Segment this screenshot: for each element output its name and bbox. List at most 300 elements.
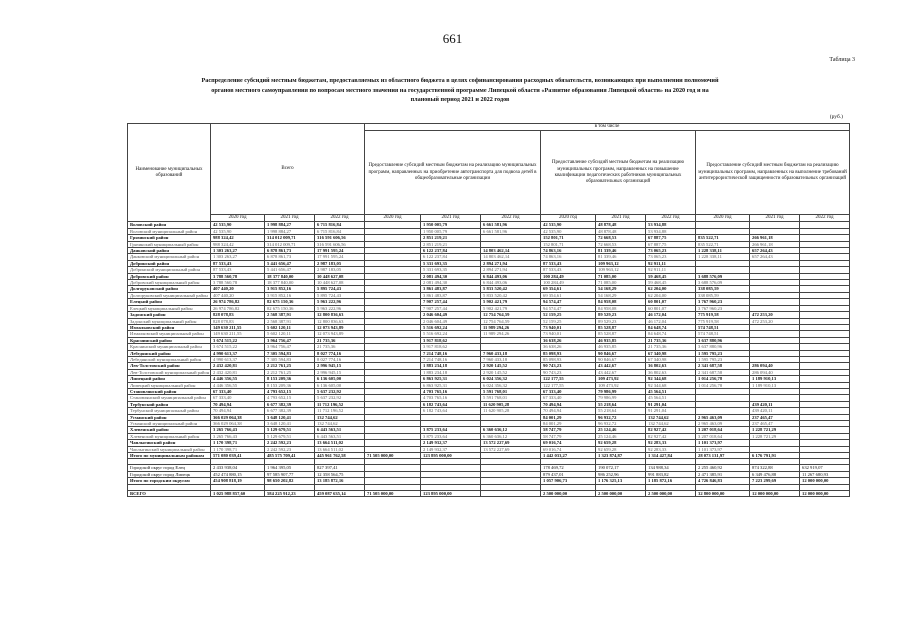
cell-value: 3 917 818,62 <box>421 337 481 343</box>
row-name: Итого по муниципальным районам <box>128 453 211 459</box>
cell-value: 12 000 000,00 <box>750 490 800 496</box>
cell-value: 17 991 595,24 <box>315 254 365 260</box>
cell-value: 12 073 943,89 <box>315 331 365 337</box>
cell-value: 3 265 766,43 <box>211 427 265 433</box>
cell-value: 338 085,59 <box>696 286 750 292</box>
cell-value: 1 998 884,27 <box>265 222 315 228</box>
cell-value: 6 349 476,88 <box>750 471 800 477</box>
cell-value: 988 324,42 <box>211 241 265 247</box>
cell-value: 7 960 433,18 <box>481 356 541 362</box>
cell-value: 1 025 988 857,60 <box>211 490 265 496</box>
cell-value: 1 228 338,11 <box>696 254 750 260</box>
cell-value: 485 575 709,41 <box>265 453 315 459</box>
cell-value: 407 440,20 <box>211 292 265 298</box>
year-header: 2020 год <box>211 215 265 222</box>
cell-value: 574 748,51 <box>696 331 750 337</box>
row-name: Добровский район <box>128 273 211 279</box>
cell-value: 6 122 237,84 <box>421 254 481 260</box>
cell-value: 827 397,41 <box>315 465 365 471</box>
cell-value: 123 895 000,00 <box>421 453 481 459</box>
cell-value: 3 861 483,87 <box>421 286 481 292</box>
cell-value: 1 101 373,97 <box>696 440 750 446</box>
row-name: Лебедянский район <box>128 350 211 356</box>
cell-value: 2 500 000,00 <box>646 490 696 496</box>
cell-value: 84 648,74 <box>646 324 696 330</box>
cell-value: 2 149 932,37 <box>421 446 481 452</box>
cell-value: 3 674 515,22 <box>211 337 265 343</box>
cell-value: 11 712 196,52 <box>315 408 365 414</box>
row-name: Задонский муниципальный район <box>128 318 211 324</box>
cell-value: 1 595 795,23 <box>696 350 750 356</box>
cell-value: 452 474 880,15 <box>211 471 265 477</box>
cell-value: 21 735,36 <box>646 344 696 350</box>
cell-value: 1 442 033,27 <box>541 453 596 459</box>
row-name: Измалковский район <box>128 324 211 330</box>
cell-value: 3 207 018,64 <box>696 427 750 433</box>
cell-value: 100 284,49 <box>541 280 596 286</box>
cell-value: 6 844 493,06 <box>481 273 541 279</box>
cell-value: 874 322,88 <box>750 465 800 471</box>
cell-value: 13 664 511,02 <box>315 440 365 446</box>
cell-value: 6 878 861,73 <box>265 254 315 260</box>
cell-value: 3 915 852,16 <box>265 292 315 298</box>
cell-value: 2 242 592,23 <box>265 446 315 452</box>
cell-value: 60 801,07 <box>646 299 696 305</box>
cell-value: 5 129 679,51 <box>265 427 315 433</box>
cell-value: 11 620 905,28 <box>481 408 541 414</box>
cell-value: 3 964 756,47 <box>265 344 315 350</box>
cell-value: 94 574,47 <box>541 299 596 305</box>
cell-value: 98 650 202,82 <box>265 478 315 484</box>
cell-value: 90 846,67 <box>596 350 646 356</box>
cell-value: 3 637 880,96 <box>696 344 750 350</box>
cell-value: 4 703 765,16 <box>421 395 481 401</box>
cell-value: 366 029 064,38 <box>211 414 265 420</box>
table-row <box>128 490 850 496</box>
cell-value: 6 136 605,00 <box>315 376 365 382</box>
cell-value: 42 535,90 <box>211 222 265 228</box>
cell-value: 6 443 563,51 <box>315 433 365 439</box>
cell-value: 100 284,49 <box>541 273 596 279</box>
cell-value: 5 833 520,42 <box>481 292 541 298</box>
cell-value: 11 267 680,93 <box>800 471 850 477</box>
cell-value: 48 878,48 <box>596 228 646 234</box>
cell-value: 2 432 420,81 <box>211 363 265 369</box>
cell-value: 7 305 594,83 <box>265 356 315 362</box>
cell-value: 94 574,47 <box>541 305 596 311</box>
cell-value: 454 908 818,19 <box>211 478 265 484</box>
row-name: Добринский район <box>128 260 211 266</box>
table-label: Таблица 3 <box>829 57 855 63</box>
cell-value: 439 420,11 <box>750 408 800 414</box>
cell-value: 3 875 233,64 <box>421 427 481 433</box>
cell-value: 2 500 000,00 <box>541 490 596 496</box>
cell-value: 26 974 786,82 <box>211 299 265 305</box>
cell-value: 835 522,71 <box>696 241 750 247</box>
row-name: Усманский район <box>128 414 211 420</box>
cell-value: 12 754 764,59 <box>481 318 541 324</box>
cell-value: 82 675 150,36 <box>265 299 315 305</box>
cell-value: 87 533,43 <box>211 260 265 266</box>
subsidy-table <box>127 123 850 497</box>
cell-value: 2 987 183,05 <box>315 260 365 266</box>
row-name: ВСЕГО <box>128 490 211 496</box>
year-header: 2022 год <box>800 215 850 222</box>
cell-value: 26 974 786,82 <box>211 305 265 311</box>
cell-value: 2 500 000,00 <box>596 490 646 496</box>
cell-value: 73 940,01 <box>541 331 596 337</box>
cell-value: 13 572 227,69 <box>481 440 541 446</box>
cell-value: 6 136 605,00 <box>315 382 365 388</box>
cell-value: 574 748,51 <box>696 324 750 330</box>
cell-value: 5 963 222,96 <box>315 305 365 311</box>
cell-value: 2 341 687,58 <box>696 369 750 375</box>
cell-value: 2 996 945,15 <box>315 369 365 375</box>
cell-value: 988 324,42 <box>211 235 265 241</box>
cell-value: 58 747,79 <box>541 427 596 433</box>
cell-value: 2 081 494,30 <box>421 280 481 286</box>
cell-value: 109 473,92 <box>596 376 646 382</box>
row-name: Добровский муниципальный район <box>128 280 211 286</box>
cell-value: 42 535,90 <box>541 222 596 228</box>
cell-value: 6 677 382,39 <box>265 408 315 414</box>
cell-value: 2 996 945,15 <box>315 363 365 369</box>
cell-value: 67 887,75 <box>646 241 696 247</box>
cell-value: 4 990 613,37 <box>211 356 265 362</box>
table-caption: Распределение субсидий местным бюджетам, предоставляемых из областного бюджета в целях софинансирования расходных обязательств, возникающих при выполнении полномочий органов местного самоуправления по вопросам местного значения на государственной программе Липецкой области «Развитие образования Липецкой области» на 2020 год и на плановый период 2021 и 2022 годов <box>201 77 719 104</box>
cell-value: 87 533,43 <box>211 267 265 273</box>
year-header: 2020 год <box>365 215 421 222</box>
cell-value: 3 861 483,87 <box>421 292 481 298</box>
cell-value: 132 744,62 <box>646 421 696 427</box>
cell-value: 4 446 356,55 <box>211 376 265 382</box>
cell-value: 67 333,40 <box>541 388 596 394</box>
cell-value: 407 440,20 <box>211 286 265 292</box>
cell-value: 1 314 427,84 <box>646 453 696 459</box>
cell-value: 6 024 356,32 <box>481 382 541 388</box>
cell-value: 79 986,99 <box>596 388 646 394</box>
row-name: Лев-Толстовский муниципальный район <box>128 369 211 375</box>
row-name: Хлевенский район <box>128 427 211 433</box>
cell-value: 6 878 861,73 <box>265 248 315 254</box>
cell-value: 45 564,51 <box>646 388 696 394</box>
cell-value: 132 744,62 <box>646 414 696 420</box>
cell-value: 5 963 222,96 <box>315 299 365 305</box>
cell-value: 2 894 271,94 <box>481 267 541 273</box>
cell-value: 2 212 761,25 <box>265 363 315 369</box>
cell-value: 5 441 656,47 <box>265 260 315 266</box>
cell-value: 28 073 131,97 <box>696 453 750 459</box>
cell-value: 657 264,43 <box>750 254 800 260</box>
cell-value: 85 528,87 <box>596 324 646 330</box>
cell-value: 11 989 294,26 <box>481 331 541 337</box>
cell-value <box>481 490 541 496</box>
cell-value: 6 360 636,12 <box>481 433 541 439</box>
cell-value: 36 802,63 <box>646 363 696 369</box>
cell-value: 2 046 604,49 <box>421 312 481 318</box>
cell-value: 6 182 743,64 <box>421 401 481 407</box>
row-name: Чаплыгинский муниципальный район <box>128 446 211 452</box>
row-name: Липецкий муниципальный район <box>128 382 211 388</box>
cell-value: 92 911,11 <box>646 267 696 273</box>
row-name: Долгоруковский район <box>128 286 211 292</box>
cell-value: 92 344,68 <box>646 382 696 388</box>
cell-value: 73 065,23 <box>646 254 696 260</box>
cell-value: 13 664 511,02 <box>315 446 365 452</box>
year-header: 2022 год <box>315 215 365 222</box>
cell-value: 3 767 960,23 <box>696 299 750 305</box>
cell-value: 190 072,17 <box>596 465 646 471</box>
cell-value: 14 803 462,14 <box>481 254 541 260</box>
cell-value: 152 801,71 <box>541 241 596 247</box>
row-name: Чаплыгинский район <box>128 440 211 446</box>
cell-value: 72 668,53 <box>596 241 646 247</box>
cell-value: 4 703 765,16 <box>421 388 481 394</box>
row-name: Краснинский муниципальный район <box>128 344 211 350</box>
cell-value: 991 883,82 <box>646 471 696 477</box>
cell-value: 67 333,40 <box>211 395 265 401</box>
cell-value: 2 432 420,81 <box>211 369 265 375</box>
cell-value: 835 522,71 <box>696 235 750 241</box>
cell-value: 6 443 563,51 <box>315 427 365 433</box>
cell-value: 74 863,16 <box>541 254 596 260</box>
cell-value: 55 218,64 <box>596 401 646 407</box>
cell-value: 81 339,46 <box>596 248 646 254</box>
cell-value: 79 986,99 <box>596 395 646 401</box>
cell-value: 1 950 005,79 <box>421 222 481 228</box>
cell-value: 12 800 836,63 <box>315 312 365 318</box>
cell-value: 91 291,04 <box>646 401 696 407</box>
cell-value: 1 101 373,97 <box>696 446 750 452</box>
cell-value: 1 170 398,71 <box>211 440 265 446</box>
cell-value: 237 465,47 <box>750 414 800 420</box>
cell-value: 3 767 960,23 <box>696 305 750 311</box>
cell-value: 7 214 748,16 <box>421 356 481 362</box>
cell-value: 314 012 009,71 <box>265 241 315 247</box>
cell-value: 657 264,43 <box>750 248 800 254</box>
cell-value: 67 887,75 <box>646 235 696 241</box>
cell-value: 584 225 912,23 <box>265 490 315 496</box>
cell-value: 1 170 398,71 <box>211 446 265 452</box>
cell-value: 5 902 421,79 <box>481 305 541 311</box>
row-name: Липецкий район <box>128 376 211 382</box>
cell-value: 5 637 232,92 <box>315 388 365 394</box>
cell-value: 90 743,23 <box>541 369 596 375</box>
header-group-transport: Предоставление субсидий местным бюджетам на реализацию муниципальных программ, направленных на приобретение автотранспорта для подвоза детей в общеобразовательные организации <box>365 131 541 215</box>
cell-value: 2 920 145,52 <box>481 363 541 369</box>
cell-value: 21 735,36 <box>315 344 365 350</box>
cell-value: 2 987 183,05 <box>315 267 365 273</box>
cell-value: 132 744,62 <box>315 421 365 427</box>
cell-value: 5 637 232,92 <box>315 395 365 401</box>
cell-value: 828 078,83 <box>211 318 265 324</box>
cell-value: 8 027 774,16 <box>315 356 365 362</box>
cell-value: 46 172,04 <box>646 318 696 324</box>
cell-value: 1 189 910,13 <box>750 376 800 382</box>
cell-value: 92 283,33 <box>646 440 696 446</box>
cell-value: 2 965 463,09 <box>696 421 750 427</box>
cell-value: 1 303 263,27 <box>211 248 265 254</box>
cell-value: 2 242 592,23 <box>265 440 315 446</box>
cell-value: 43 442,67 <box>596 369 646 375</box>
cell-value: 316 591 606,56 <box>315 235 365 241</box>
cell-value: 2 081 494,30 <box>421 273 481 279</box>
cell-value: 6 677 382,39 <box>265 401 315 407</box>
row-name: Воловский муниципальный район <box>128 228 211 234</box>
cell-value: 82 927,42 <box>646 433 696 439</box>
cell-value: 879 437,01 <box>541 471 596 477</box>
cell-value: 92 659,28 <box>596 440 646 446</box>
row-name: Хлевенский муниципальный район <box>128 433 211 439</box>
cell-value: 85 528,87 <box>596 331 646 337</box>
cell-value: 3 207 018,64 <box>696 433 750 439</box>
cell-value: 18 377 840,00 <box>265 273 315 279</box>
cell-value: 3 265 766,43 <box>211 433 265 439</box>
cell-value: 2 255 460,92 <box>696 465 750 471</box>
row-name: Елецкий район <box>128 299 211 305</box>
cell-value: 3 648 120,41 <box>265 421 315 427</box>
cell-value: 21 735,36 <box>646 337 696 343</box>
cell-value: 5 331 693,35 <box>421 260 481 266</box>
cell-value: 84 001,29 <box>541 421 596 427</box>
cell-value: 472 253,20 <box>750 312 800 318</box>
cell-value: 2 965 463,09 <box>696 414 750 420</box>
row-name: Лебедянский муниципальный район <box>128 356 211 362</box>
cell-value: 62 204,00 <box>646 286 696 292</box>
cell-value: 132 744,62 <box>315 414 365 420</box>
cell-value: 10 448 627,08 <box>315 280 365 286</box>
cell-value: 67 340,98 <box>646 356 696 362</box>
cell-value: 13 572 227,69 <box>481 446 541 452</box>
cell-value: 12 000 000,00 <box>800 490 850 496</box>
cell-value: 3 875 233,64 <box>421 433 481 439</box>
row-name: Усманский муниципальный район <box>128 421 211 427</box>
cell-value: 7 907 257,44 <box>421 299 481 305</box>
cell-value: 53 934,88 <box>646 228 696 234</box>
cell-value: 36 802,63 <box>646 369 696 375</box>
cell-value: 5 516 692,24 <box>421 331 481 337</box>
cell-value: 459 087 635,14 <box>315 490 365 496</box>
cell-value: 96 932,72 <box>596 414 646 420</box>
cell-value: 84 958,08 <box>596 299 646 305</box>
cell-value: 55 218,64 <box>596 408 646 414</box>
row-name: Елецкий муниципальный район <box>128 305 211 311</box>
row-name: Грязинский район <box>128 235 211 241</box>
cell-value: 3 674 515,22 <box>211 344 265 350</box>
row-name: Становлянский муниципальный район <box>128 395 211 401</box>
cell-value: 69 354,61 <box>541 286 596 292</box>
cell-value: 25 124,46 <box>596 433 646 439</box>
year-header: 2022 год <box>481 215 541 222</box>
cell-value: 286 094,40 <box>750 363 800 369</box>
year-header: 2022 год <box>646 215 696 222</box>
cell-value: 338 085,59 <box>696 292 750 298</box>
cell-value: 2 471 385,91 <box>696 471 750 477</box>
cell-value: 1 185 872,16 <box>646 478 696 484</box>
cell-value: 1 998 884,27 <box>265 228 315 234</box>
cell-value: 1 228 338,11 <box>696 248 750 254</box>
cell-value: 52 159,25 <box>541 318 596 324</box>
cell-value: 4 726 846,83 <box>696 478 750 484</box>
cell-value: 1 883 234,18 <box>421 369 481 375</box>
cell-value: 152 801,71 <box>541 235 596 241</box>
cell-value: 7 907 257,44 <box>421 305 481 311</box>
cell-value: 366 029 064,38 <box>211 421 265 427</box>
cell-value: 70 494,94 <box>541 401 596 407</box>
cell-value: 1 595 795,23 <box>696 356 750 362</box>
cell-value: 96 932,72 <box>596 421 646 427</box>
cell-value: 67 340,98 <box>646 350 696 356</box>
row-name: Итого по городским округам <box>128 478 211 484</box>
cell-value: 73 940,01 <box>541 324 596 330</box>
cell-value: 12 073 943,89 <box>315 324 365 330</box>
cell-value: 1 189 910,13 <box>750 382 800 388</box>
cell-value: 316 591 606,56 <box>315 241 365 247</box>
cell-value: 7 223 299,69 <box>750 478 800 484</box>
cell-value: 5 895 724,43 <box>315 292 365 298</box>
cell-value: 3 917 818,62 <box>421 344 481 350</box>
cell-value: 1 228 721,29 <box>750 427 800 433</box>
cell-value: 8 153 209,36 <box>265 382 315 388</box>
cell-value: 67 333,40 <box>541 395 596 401</box>
row-name: Измалковский муниципальный район <box>128 331 211 337</box>
cell-value: 149 630 211,55 <box>211 331 265 337</box>
cell-value: 87 533,43 <box>541 260 596 266</box>
cell-value: 3 788 560,78 <box>211 273 265 279</box>
cell-value: 3 964 756,47 <box>265 337 315 343</box>
cell-value: 5 129 679,51 <box>265 433 315 439</box>
cell-value: 5 591 768,01 <box>481 388 541 394</box>
cell-value: 439 420,11 <box>750 401 800 407</box>
cell-value: 2 894 271,94 <box>481 260 541 266</box>
cell-value: 6 360 636,12 <box>481 427 541 433</box>
cell-value: 92 283,33 <box>646 446 696 452</box>
cell-value: 3 648 120,41 <box>265 414 315 420</box>
cell-value: 46 935,85 <box>596 337 646 343</box>
cell-value: 89 529,23 <box>596 318 646 324</box>
cell-value: 266 961,18 <box>750 235 800 241</box>
header-group-antiterror: Предоставление субсидий местным бюджетам на реализацию муниципальных программ, направленных на выполнение требований антитеррористической защищенности образовательных организаций <box>696 131 850 215</box>
cell-value: 14 803 462,14 <box>481 248 541 254</box>
cell-value: 18 377 840,00 <box>265 280 315 286</box>
cell-value: 6 863 925,31 <box>421 376 481 382</box>
cell-value: 3 915 852,16 <box>265 286 315 292</box>
cell-value: 90 846,67 <box>596 356 646 362</box>
cell-value: 70 494,94 <box>211 408 265 414</box>
cell-value: 122 177,55 <box>541 382 596 388</box>
cell-value: 42 535,90 <box>211 228 265 234</box>
row-name: Данковский район <box>128 248 211 254</box>
cell-value: 36 638,26 <box>541 344 596 350</box>
cell-value: 92 911,11 <box>646 260 696 266</box>
row-name: Лев-Толстовский район <box>128 363 211 369</box>
cell-value: 6 176 791,91 <box>750 453 800 459</box>
cell-value: 571 080 039,41 <box>211 453 265 459</box>
row-name: Долгоруковский муниципальный район <box>128 292 211 298</box>
header-group-qualification: Предоставление субсидий местным бюджетам на реализацию муниципальных программ, направленных на повышение квалификации педагогических работников муниципальных образовательных организаций <box>541 131 696 215</box>
cell-value: 45 564,51 <box>646 395 696 401</box>
cell-value: 6 715 816,84 <box>315 228 365 234</box>
cell-value: 71 085,00 <box>596 273 646 279</box>
row-name: Данковский муниципальный район <box>128 254 211 260</box>
cell-value: 828 078,83 <box>211 312 265 318</box>
cell-value: 2 212 761,25 <box>265 369 315 375</box>
cell-value: 986 252,96 <box>596 471 646 477</box>
cell-value: 58 747,79 <box>541 433 596 439</box>
cell-value: 286 094,40 <box>750 369 800 375</box>
cell-value: 10 448 627,08 <box>315 273 365 279</box>
cell-value: 84 001,29 <box>541 414 596 420</box>
